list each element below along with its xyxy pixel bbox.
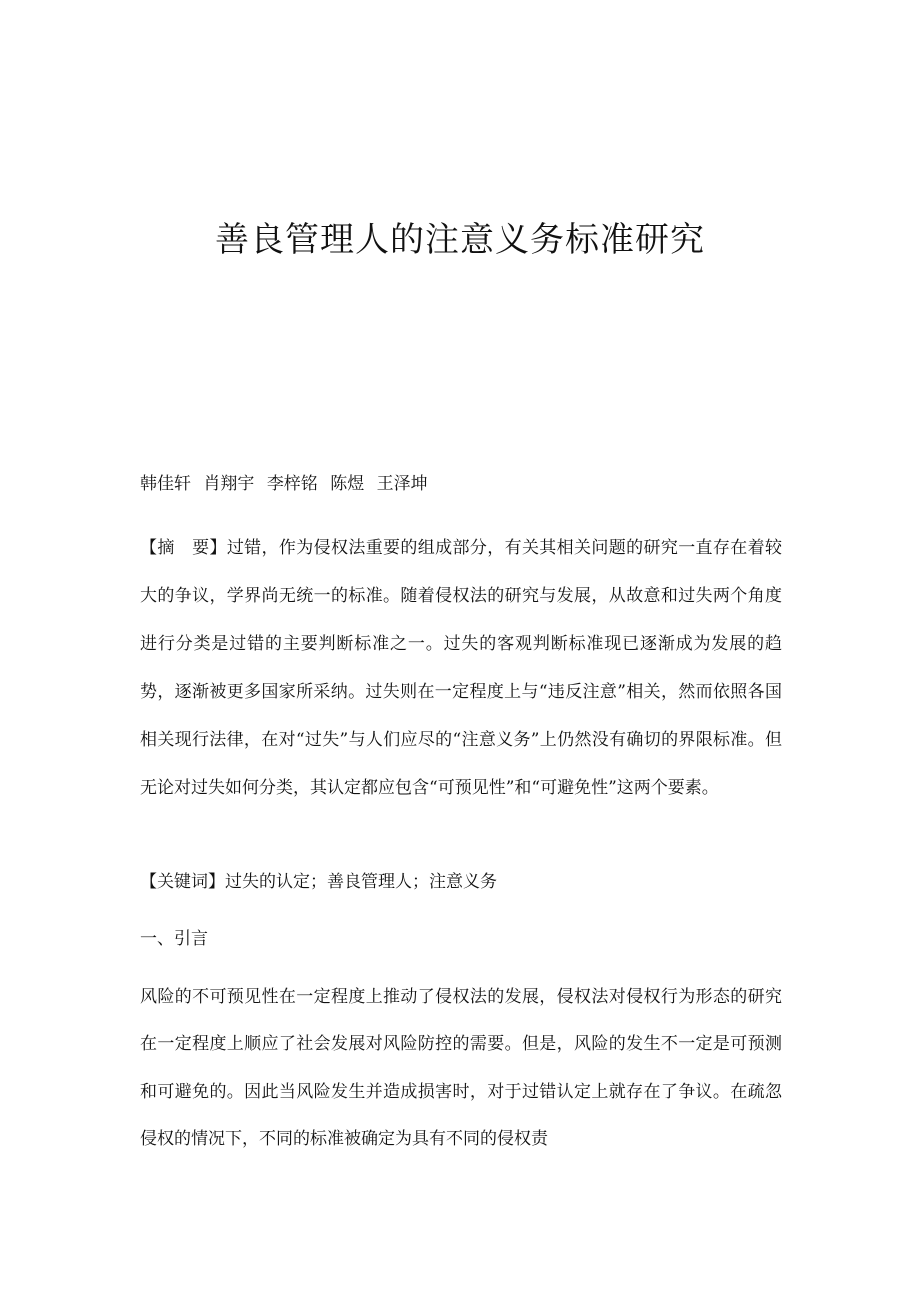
- keywords-label: 【关键词】: [140, 872, 225, 892]
- author-name: 韩佳轩: [140, 474, 191, 494]
- author-name: 李梓铭: [266, 474, 318, 494]
- author-list: [140, 470, 782, 498]
- section-heading: 一、引言: [140, 929, 208, 949]
- body-paragraph: 风险的不可预见性在一定程度上推动了侵权法的发展，侵权法对侵权行为形态的研究在一定程度上顺应了社会发展对风险防控的需要。但是，风险的发生不一定是可预测和可避免的。因此当风险发生并造成损害时，对于过错认定上就存在了争议。在疏忽侵权的情况下，不同的标准被确定为具有不同的侵权责: [140, 987, 782, 1149]
- author-name: 王泽坤: [376, 474, 428, 494]
- author-name: 陈煜: [330, 474, 365, 494]
- abstract-text: 过错，作为侵权法重要的组成部分，有关其相关问题的研究一直存在着较大的争议，学界尚无统一的标准。随着侵权法的研究与发展，从故意和过失两个角度进行分类是过错的主要判断标准之一。过失的客观判断标准现已逐渐成为发展的趋势，逐渐被更多国家所采纳。过失则在一定程度上与“违反注意”相关，然而依照各国相关现行法律，在对“过失”与人们应尽的“注意义务”上仍然没有确切的界限标准。但无论对过失如何分类，其认定都应包含“可预见性”和“可避免性”这两个要素。: [140, 538, 783, 798]
- keywords-block: [140, 866, 782, 898]
- abstract-label: 【摘 要】: [140, 538, 227, 558]
- author-name: 肖翔宇: [203, 474, 255, 494]
- document-title: 善良管理人的注意义务标准研究: [215, 220, 705, 260]
- keywords-text: 过失的认定；善良管理人；注意义务: [225, 872, 497, 892]
- abstract-block: [140, 524, 782, 812]
